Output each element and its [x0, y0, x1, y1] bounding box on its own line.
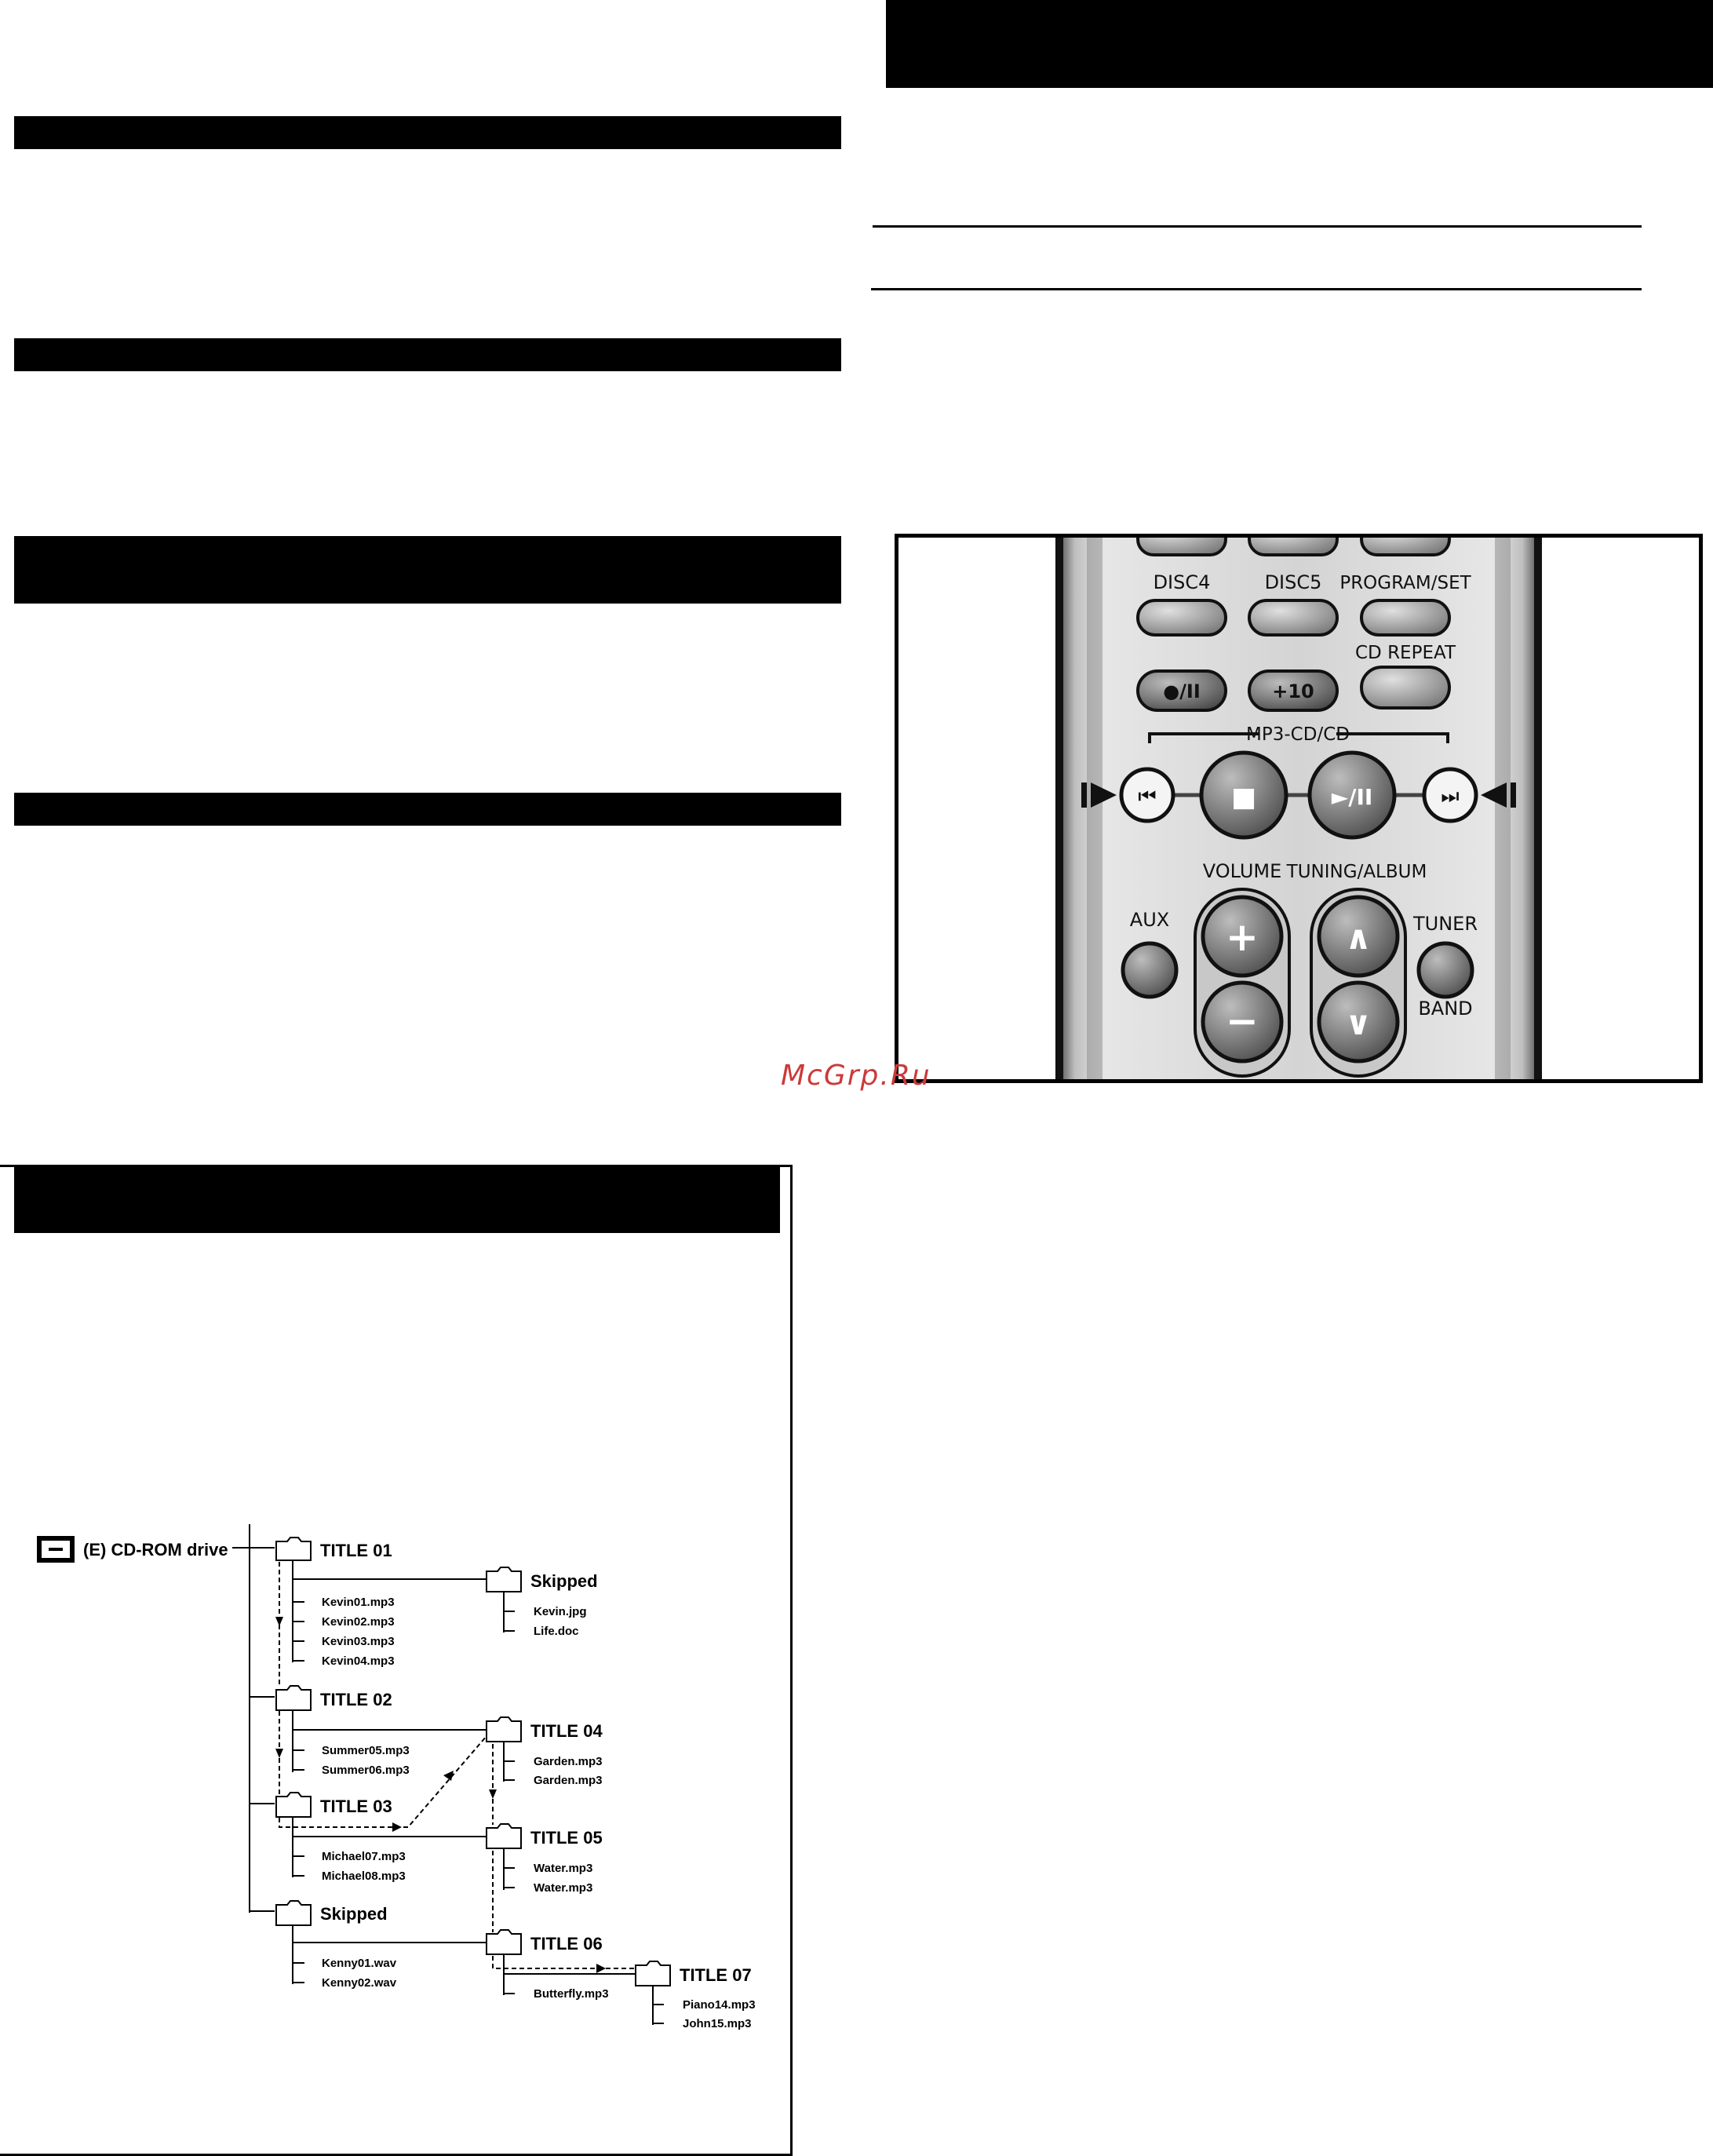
tree-connector	[49, 1548, 63, 1551]
title07-file-1: Piano14.mp3	[683, 1998, 756, 2012]
next-skip-icon: ⏭	[1441, 785, 1460, 808]
skipped2-label: Skipped	[320, 1904, 388, 1924]
volume-label: VOLUME	[1202, 860, 1282, 882]
remote-shape	[1055, 538, 1063, 1079]
title02-file-1: Summer05.mp3	[322, 1744, 410, 1757]
tree-connector	[596, 1964, 606, 1973]
tuner-label: TUNER	[1412, 913, 1478, 935]
volume-up-icon: +	[1226, 914, 1259, 960]
title03-file-2: Michael08.mp3	[322, 1870, 406, 1883]
folder-icon-skipped2	[276, 1901, 311, 1925]
folder-icon-title04	[487, 1717, 521, 1742]
folder-icon-title01	[276, 1538, 311, 1560]
title07-file-2: John15.mp3	[683, 2017, 752, 2030]
top-button-2	[1249, 538, 1337, 555]
disc4-label: DISC4	[1153, 571, 1211, 593]
tree-connector	[489, 1789, 497, 1799]
title02-file-2: Summer06.mp3	[322, 1764, 410, 1777]
folder-icon-title05	[487, 1824, 521, 1848]
top-button-1	[1138, 538, 1226, 555]
tree-connector	[493, 1956, 634, 1968]
cd-repeat-label: CD REPEAT	[1355, 643, 1456, 663]
title03-file-1: Michael07.mp3	[322, 1850, 406, 1863]
remote-shape	[1495, 538, 1511, 1079]
right-header-bar	[886, 0, 1713, 88]
tuning-album-label: TUNING/ALBUM	[1286, 862, 1427, 882]
title04-file-1: Garden.mp3	[534, 1755, 603, 1768]
skipped2-file-2: Kenny02.wav	[322, 1976, 397, 1990]
skipped1-file-1: Kevin.jpg	[534, 1605, 587, 1618]
title01-file-4: Kevin04.mp3	[322, 1654, 395, 1668]
remote-shape	[1087, 538, 1103, 1079]
disc4-button[interactable]	[1138, 600, 1226, 635]
top-button-3	[1361, 538, 1449, 555]
tree-connector	[275, 1617, 283, 1626]
play-pause-icon: ►/II	[1331, 784, 1373, 810]
aux-label: AUX	[1129, 909, 1170, 931]
prev-skip-icon: ⏮	[1138, 785, 1157, 808]
divider-rule-1	[873, 225, 1642, 228]
folder-icon-title02	[276, 1686, 311, 1710]
tuning-down-icon: ∨	[1344, 1004, 1372, 1042]
title01-file-3: Kevin03.mp3	[322, 1635, 395, 1648]
title05-file-1: Water.mp3	[534, 1862, 593, 1875]
tree-connector	[275, 1749, 283, 1758]
skipped2-file-1: Kenny01.wav	[322, 1957, 397, 1970]
title06-file-1: Butterfly.mp3	[534, 1987, 609, 2001]
volume-down-icon: −	[1226, 998, 1259, 1044]
tuning-up-icon: ∧	[1344, 918, 1372, 957]
title05-label: TITLE 05	[530, 1828, 603, 1848]
root-drive-label: (E) CD-ROM drive	[83, 1540, 228, 1560]
right-pointer-bar	[1511, 783, 1516, 808]
watermark: McGrp.Ru	[781, 1060, 931, 1092]
title01-file-2: Kevin02.mp3	[322, 1615, 395, 1629]
folder-icon-title06	[487, 1930, 521, 1954]
title01-label: TITLE 01	[320, 1541, 392, 1560]
skipped1-file-2: Life.doc	[534, 1625, 579, 1638]
band-label: BAND	[1418, 998, 1473, 1020]
left-pointer-bar	[1081, 783, 1087, 808]
tree-connector	[392, 1822, 402, 1832]
rec-pause-label: ●/II	[1163, 680, 1201, 702]
folder-icon-title07	[636, 1961, 670, 1986]
skipped1-label: Skipped	[530, 1571, 598, 1591]
title02-label: TITLE 02	[320, 1690, 392, 1709]
title01-file-1: Kevin01.mp3	[322, 1596, 395, 1609]
title04-label: TITLE 04	[530, 1721, 603, 1741]
title07-label: TITLE 07	[680, 1965, 752, 1985]
disc5-button[interactable]	[1249, 600, 1337, 635]
stop-icon: ■	[1230, 782, 1257, 813]
remote-shape	[1534, 538, 1542, 1079]
folder-tree-diagram	[0, 0, 793, 2156]
title04-file-2: Garden.mp3	[534, 1774, 603, 1787]
folder-icon-title03	[276, 1793, 311, 1817]
disc5-label: DISC5	[1264, 571, 1322, 593]
program-set-label: PROGRAM/SET	[1339, 573, 1471, 593]
mp3-cd-label: MP3-CD/CD	[1246, 724, 1350, 745]
title03-label: TITLE 03	[320, 1797, 392, 1816]
remote-control-illustration	[895, 534, 1703, 1083]
divider-rule-2	[871, 288, 1642, 290]
title05-file-2: Water.mp3	[534, 1881, 593, 1895]
folder-icon-skipped1	[487, 1567, 521, 1592]
cd-repeat-button[interactable]	[1361, 667, 1449, 708]
program-set-button[interactable]	[1361, 600, 1449, 635]
aux-button[interactable]	[1123, 943, 1176, 997]
title06-label: TITLE 06	[530, 1934, 603, 1954]
tuner-band-button[interactable]	[1419, 943, 1472, 997]
plus10-label: +10	[1272, 680, 1314, 702]
